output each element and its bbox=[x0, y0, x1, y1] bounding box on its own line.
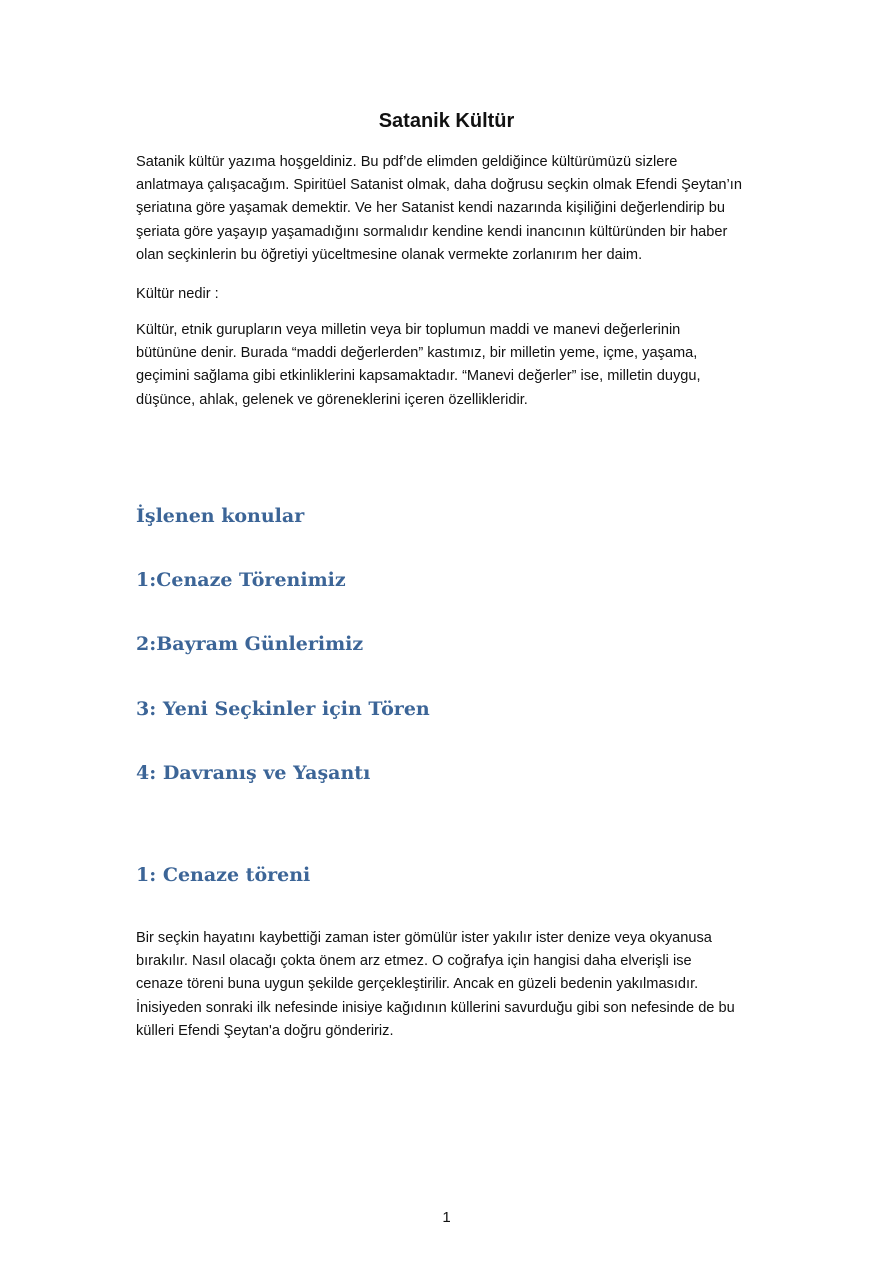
topics-heading: İşlenen konular bbox=[136, 505, 305, 527]
page-number: 1 bbox=[442, 1209, 451, 1226]
definition-line: bütününe denir. Burada “maddi değerlerden” kastımız, bir milletin yeme, içme, yaşama, bbox=[136, 345, 698, 362]
funeral-paragraph bbox=[136, 927, 761, 1043]
intro-line: anlatmaya çalışacağım. Spiritüel Satanist olmak, daha doğrusu seçkin olmak Efendi Şeytan’ın bbox=[136, 177, 742, 194]
topic-item-funeral: 1:Cenaze Törenimiz bbox=[136, 569, 346, 591]
funeral-line: bırakılır. Nasıl olacağı çokta önem arz etmez. O coğrafya için hangisi daha elverişli ise bbox=[136, 953, 692, 970]
topic-item-new-elite-ceremony: 3: Yeni Seçkinler için Tören bbox=[136, 698, 430, 720]
intro-line: olan seçkinlerin bu öğretiyi yüceltmesine olanak vermekte zorlanırım her daim. bbox=[136, 246, 643, 263]
funeral-line: külleri Efendi Şeytan'a doğru göndeririz. bbox=[136, 1022, 394, 1039]
culture-question: Kültür nedir : bbox=[136, 286, 219, 302]
intro-paragraph bbox=[136, 151, 761, 267]
funeral-line: Bir seçkin hayatını kaybettiği zaman ister gömülür ister yakılır ister denize veya okyanusa bbox=[136, 930, 712, 946]
section-heading-funeral: 1: Cenaze töreni bbox=[136, 864, 311, 886]
definition-line: düşünce, ahlak, gelenek ve göreneklerini içeren özellikleridir. bbox=[136, 391, 528, 408]
document-title: Satanik Kültür bbox=[378, 110, 515, 132]
topic-item-behavior: 4: Davranış ve Yaşantı bbox=[136, 762, 371, 784]
definition-line: geçimini sağlama gibi etkinliklerini kapsamaktadır. “Manevi değerler” ise, milletin duygu, bbox=[136, 368, 701, 385]
intro-line: Satanik kültür yazıma hoşgeldiniz. Bu pdf’de elimden geldiğince kültürümüzü sizlere bbox=[136, 154, 678, 170]
topic-item-holidays: 2:Bayram Günlerimiz bbox=[136, 633, 364, 655]
culture-definition-paragraph bbox=[136, 319, 761, 412]
funeral-line: cenaze töreni buna uygun şekilde gerçekleştirilir. Ancak en güzeli bedenin yakılmasıdır. bbox=[136, 976, 699, 993]
intro-line: şeriata göre yaşayıp yaşamadığını sormalıdır kendine kendi inancının kültüründen bir haber bbox=[136, 223, 728, 240]
funeral-line: İnisiyeden sonraki ilk nefesinde inisiye kağıdının küllerini savurduğu gibi son nefesinde de bu bbox=[136, 999, 735, 1016]
intro-line: şeriatına göre yaşamak demektir. Ve her Satanist kendi nazarında kişiliğini değerlendirip bu bbox=[136, 200, 725, 217]
definition-line: Kültür, etnik gurupların veya milletin veya bir toplumun maddi ve manevi değerlerinin bbox=[136, 322, 681, 338]
